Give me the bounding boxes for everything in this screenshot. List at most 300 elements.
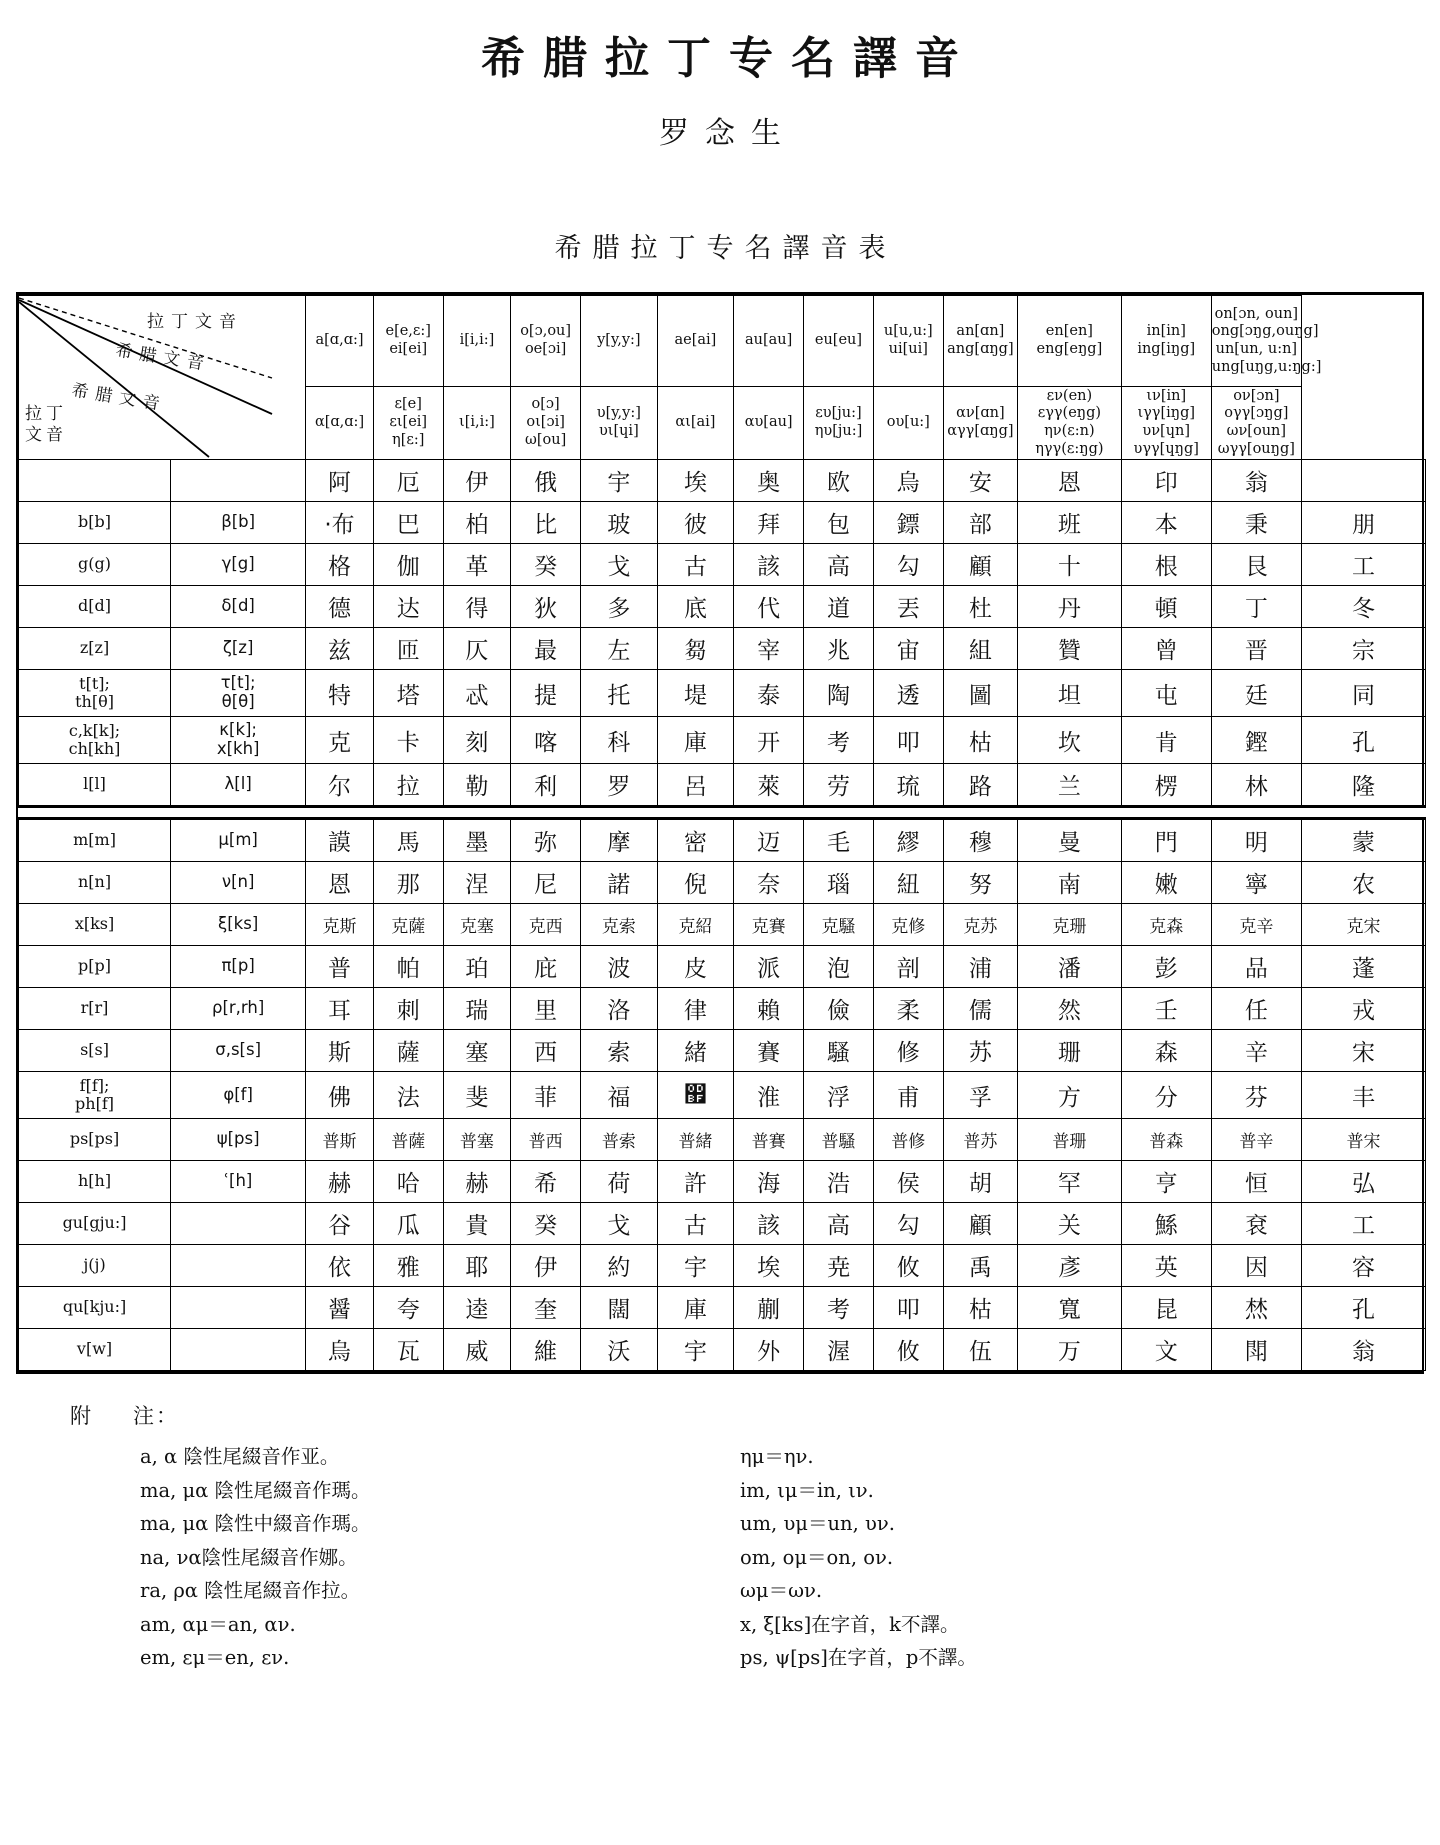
- header-greek-12: ον[ɔn] ογγ[ɔŋg] ων[oun] ωγγ[ouŋg]: [1211, 387, 1301, 460]
- table-cell: 蒯: [734, 1287, 804, 1329]
- table-cell: 科: [581, 717, 658, 764]
- table-cell: 雅: [373, 1245, 443, 1287]
- header-latin-1: e[e,ɛ:] ei[ei]: [373, 296, 443, 387]
- table-row: [19, 862, 1426, 904]
- table-cell: 克塞: [443, 904, 511, 946]
- table-cell: 貴: [443, 1203, 511, 1245]
- table-cell: 彥: [1018, 1245, 1122, 1287]
- table-cell: 欧: [804, 460, 874, 502]
- table-cell: 寧: [1211, 862, 1301, 904]
- table-cell: 烏: [873, 460, 943, 502]
- row-label-greek: τ[t]; θ[θ]: [171, 670, 306, 717]
- table-cell: 克珊: [1018, 904, 1122, 946]
- table-cell: 森: [1121, 1030, 1211, 1072]
- table-cell: 騷: [804, 1030, 874, 1072]
- table-cell: 堤: [657, 670, 734, 717]
- table-cell: 耶: [443, 1245, 511, 1287]
- table-cell: 古: [657, 1203, 734, 1245]
- table-cell: 希: [511, 1161, 581, 1203]
- table-cell: 特: [306, 670, 374, 717]
- table-cell: 侯: [873, 1161, 943, 1203]
- table-cell: 廷: [1211, 670, 1301, 717]
- table-cell: 胡: [943, 1161, 1017, 1203]
- footnote-item: ps, ψ[ps]在字首，p不譯。: [740, 1646, 977, 1670]
- table-cell: 琉: [873, 764, 943, 807]
- header-latin-0: a[ɑ,ɑ:]: [306, 296, 374, 387]
- table-cell: 克紹: [657, 904, 734, 946]
- table-cell: 普修: [873, 1119, 943, 1161]
- header-greek-7: ευ[ju:] ηυ[ju:]: [804, 387, 874, 460]
- table-cell: 革: [443, 544, 511, 586]
- table-cell: 利: [511, 764, 581, 807]
- table-cell: 普西: [511, 1119, 581, 1161]
- table-cell: 万: [1018, 1329, 1122, 1371]
- row-label-greek: ρ[r,rh]: [171, 988, 306, 1030]
- table-cell: 醤: [306, 1287, 374, 1329]
- table-cell: 闊: [581, 1287, 658, 1329]
- table-row: [19, 819, 1426, 862]
- table-cell: 密: [657, 819, 734, 862]
- table-cell: 繆: [873, 819, 943, 862]
- table-row: [19, 764, 1426, 807]
- table-cell: 巴: [373, 502, 443, 544]
- table-cell: 哈: [373, 1161, 443, 1203]
- row-label-latin: ps[ps]: [19, 1119, 171, 1161]
- row-label-greek: κ[k]; x[kh]: [171, 717, 306, 764]
- table-row: [19, 670, 1426, 717]
- table-cell: 谷: [306, 1203, 374, 1245]
- table-cell: 皮: [657, 946, 734, 988]
- table-cell: 墨: [443, 819, 511, 862]
- table-cell: 伽: [373, 544, 443, 586]
- table-cell: 馬: [373, 819, 443, 862]
- corner-header-cell: [19, 296, 306, 460]
- table-cell: 攸: [873, 1329, 943, 1371]
- table-cell: 宙: [873, 628, 943, 670]
- header-latin-9: an[ɑn] ang[ɑŋg]: [943, 296, 1017, 387]
- table-cell: 拜: [734, 502, 804, 544]
- table-cell: 塞: [443, 1030, 511, 1072]
- row-label-greek: π[p]: [171, 946, 306, 988]
- table-cell: 刻: [443, 717, 511, 764]
- table-cell: 路: [943, 764, 1017, 807]
- table-cell: 恩: [1018, 460, 1122, 502]
- footnote-item: ημ＝ην.: [740, 1445, 814, 1468]
- table-cell: 丟: [873, 586, 943, 628]
- table-cell: 摩: [581, 819, 658, 862]
- table-cell: 蒙: [1301, 819, 1425, 862]
- table-cell: 彭: [1121, 946, 1211, 988]
- table-cell: 埃: [734, 1245, 804, 1287]
- table-cell: 狄: [511, 586, 581, 628]
- table-cell: 然: [1018, 988, 1122, 1030]
- table-cell: 緒: [657, 1030, 734, 1072]
- row-label-latin: [19, 460, 171, 502]
- table-cell: 呂: [657, 764, 734, 807]
- table-cell: 坎: [1018, 717, 1122, 764]
- table-cell: 戈: [581, 1203, 658, 1245]
- table-cell: 瓦: [373, 1329, 443, 1371]
- row-label-greek: [171, 1329, 306, 1371]
- footnote-item: ma, μα 陰性尾綴音作瑪。: [140, 1478, 371, 1502]
- table-cell: 高: [804, 544, 874, 586]
- table-cell: 波: [581, 946, 658, 988]
- table-row: [19, 460, 1426, 502]
- table-cell: 昆: [1121, 1287, 1211, 1329]
- table-cell: 威: [443, 1329, 511, 1371]
- row-label-latin: c,k[k]; ch[kh]: [19, 717, 171, 764]
- table-cell: 尼: [511, 862, 581, 904]
- table-cell: 亨: [1121, 1161, 1211, 1203]
- table-row: [19, 628, 1426, 670]
- table-cell: 顧: [943, 1203, 1017, 1245]
- table-cell: 工: [1301, 1203, 1425, 1245]
- header-greek-8: ου[u:]: [873, 387, 943, 460]
- footnote-item: x, ξ[ks]在字首，k不譯。: [740, 1612, 960, 1636]
- table-cell: 弘: [1301, 1161, 1425, 1203]
- table-cell: 奈: [734, 862, 804, 904]
- table-cell: 該: [734, 1203, 804, 1245]
- table-cell: 晋: [1211, 628, 1301, 670]
- table-cell: 达: [373, 586, 443, 628]
- row-label-latin: f[f]; ph[f]: [19, 1072, 171, 1119]
- table-cell: 渥: [804, 1329, 874, 1371]
- table-cell: 修: [873, 1030, 943, 1072]
- table-cell: 瑙: [804, 862, 874, 904]
- row-label-greek: [171, 1245, 306, 1287]
- table-cell: 仄: [443, 628, 511, 670]
- header-row-latin: [19, 296, 1426, 387]
- row-label-greek: [171, 460, 306, 502]
- table-cell: 肯: [1121, 717, 1211, 764]
- row-label-greek: ξ[ks]: [171, 904, 306, 946]
- table-cell: 包: [804, 502, 874, 544]
- table-cell: 方: [1018, 1072, 1122, 1119]
- footnote-item: im, ιμ＝in, ιν.: [740, 1478, 874, 1502]
- table-cell: 彼: [657, 502, 734, 544]
- row-label-greek: γ[g]: [171, 544, 306, 586]
- row-label-latin: b[b]: [19, 502, 171, 544]
- table-cell: 克修: [873, 904, 943, 946]
- table-cell: 里: [511, 988, 581, 1030]
- table-cell: 朋: [1301, 502, 1425, 544]
- row-label-latin: qu[kju:]: [19, 1287, 171, 1329]
- table-cell: 宋: [1301, 1030, 1425, 1072]
- table-row: [19, 1072, 1426, 1119]
- table-cell: 諾: [581, 862, 658, 904]
- table-cell: 班: [1018, 502, 1122, 544]
- footnotes-section: [0, 1400, 1440, 1675]
- table-row: [19, 544, 1426, 586]
- table-cell: 本: [1121, 502, 1211, 544]
- table-cell: 陶: [804, 670, 874, 717]
- table-cell: 紐: [873, 862, 943, 904]
- table-cell: 奥: [734, 460, 804, 502]
- table-cell: 浩: [804, 1161, 874, 1203]
- table-cell: 芻: [657, 628, 734, 670]
- row-label-latin: v[w]: [19, 1329, 171, 1371]
- table-cell: 勒: [443, 764, 511, 807]
- footnote-item: ma, μα 陰性中綴音作瑪。: [140, 1512, 371, 1536]
- table-cell: 克宋: [1301, 904, 1425, 946]
- table-cell: 部: [943, 502, 1017, 544]
- table-cell: 恒: [1211, 1161, 1301, 1203]
- corner-label-greek-low: 希腊文音: [70, 380, 169, 416]
- table-cell: 丰: [1301, 1072, 1425, 1119]
- table-cell: 庫: [657, 1287, 734, 1329]
- table-cell: 門: [1121, 819, 1211, 862]
- footnote-item: a, α 陰性尾綴音作亚。: [140, 1445, 340, 1468]
- table-cell: 宇: [581, 460, 658, 502]
- table-cell: 同: [1301, 670, 1425, 717]
- table-row: [19, 988, 1426, 1030]
- table-cell: 泡: [804, 946, 874, 988]
- table-cell: 容: [1301, 1245, 1425, 1287]
- table-cell: 普騷: [804, 1119, 874, 1161]
- table-cell: 得: [443, 586, 511, 628]
- table-cell: 律: [657, 988, 734, 1030]
- transliteration-table: [18, 295, 1426, 1371]
- table-cell: 叩: [873, 1287, 943, 1329]
- header-latin-7: eu[eu]: [804, 296, 874, 387]
- table-cell: 組: [943, 628, 1017, 670]
- table-cell: 工: [1301, 544, 1425, 586]
- table-cell: 赫: [443, 1161, 511, 1203]
- table-cell: 俄: [511, 460, 581, 502]
- header-latin-3: o[ɔ,ou] oe[ɔi]: [511, 296, 581, 387]
- row-label-greek: μ[m]: [171, 819, 306, 862]
- table-cell: 迈: [734, 819, 804, 862]
- table-cell: 珊: [1018, 1030, 1122, 1072]
- table-cell: 普薩: [373, 1119, 443, 1161]
- table-cell: 十: [1018, 544, 1122, 586]
- header-greek-6: αυ[au]: [734, 387, 804, 460]
- table-cell: 普塞: [443, 1119, 511, 1161]
- row-label-greek: σ,s[s]: [171, 1030, 306, 1072]
- table-cell: 菲: [511, 1072, 581, 1119]
- row-label-latin: g(g): [19, 544, 171, 586]
- table-cell: 厄: [373, 460, 443, 502]
- header-latin-4: y[y,y:]: [581, 296, 658, 387]
- table-cell: [1301, 460, 1425, 502]
- table-cell: 忒: [443, 670, 511, 717]
- table-cell: 喀: [511, 717, 581, 764]
- table-cell: 玻: [581, 502, 658, 544]
- header-greek-10: εν(en) εγγ(eŋg) ην(ε:n) ηγγ(ε:ŋg): [1018, 387, 1122, 460]
- table-cell: 外: [734, 1329, 804, 1371]
- table-cell: 福: [581, 1072, 658, 1119]
- table-cell: 儒: [943, 988, 1017, 1030]
- table-cell: 卡: [373, 717, 443, 764]
- table-cell: 帕: [373, 946, 443, 988]
- table-cell: 弥: [511, 819, 581, 862]
- table-cell: 賴: [734, 988, 804, 1030]
- table-cell: 戎: [1301, 988, 1425, 1030]
- table-cell: 約: [581, 1245, 658, 1287]
- table-cell: 比: [511, 502, 581, 544]
- table-cell: 穆: [943, 819, 1017, 862]
- table-cell: 根: [1121, 544, 1211, 586]
- table-cell: 拉: [373, 764, 443, 807]
- table-cell: 荷: [581, 1161, 658, 1203]
- table-cell: 普森: [1121, 1119, 1211, 1161]
- table-row: [19, 1329, 1426, 1371]
- table-cell: 托: [581, 670, 658, 717]
- table-cell: 丹: [1018, 586, 1122, 628]
- table-cell: 多: [581, 586, 658, 628]
- table-row: [19, 946, 1426, 988]
- footnotes-heading-2: 注：: [133, 1404, 179, 1428]
- table-cell: 辛: [1211, 1030, 1301, 1072]
- table-cell: 甫: [873, 1072, 943, 1119]
- table-cell: 克騷: [804, 904, 874, 946]
- table-cell: 泰: [734, 670, 804, 717]
- table-cell: 兆: [804, 628, 874, 670]
- footnote-item: om, ομ＝on, ον.: [740, 1545, 894, 1569]
- row-label-latin: n[n]: [19, 862, 171, 904]
- table-cell: 古: [657, 544, 734, 586]
- table-cell: 戈: [581, 544, 658, 586]
- table-cell: 考: [804, 717, 874, 764]
- table-cell: 萊: [734, 764, 804, 807]
- table-cell: 安: [943, 460, 1017, 502]
- header-greek-5: αι[ai]: [657, 387, 734, 460]
- table-cell: 法: [373, 1072, 443, 1119]
- transliteration-table-wrapper: [16, 292, 1424, 1374]
- table-cell: 普珊: [1018, 1119, 1122, 1161]
- table-cell: 謨: [306, 819, 374, 862]
- table-cell: 毛: [804, 819, 874, 862]
- table-cell: 淮: [734, 1072, 804, 1119]
- table-cell: 兹: [306, 628, 374, 670]
- table-cell: 艮: [1211, 544, 1301, 586]
- table-cell: 普索: [581, 1119, 658, 1161]
- table-cell: 冬: [1301, 586, 1425, 628]
- table-cell: 洛: [581, 988, 658, 1030]
- table-cell: 普賽: [734, 1119, 804, 1161]
- table-cell: 寬: [1018, 1287, 1122, 1329]
- table-cell: 索: [581, 1030, 658, 1072]
- table-cell: 頓: [1121, 586, 1211, 628]
- table-cell: 叩: [873, 717, 943, 764]
- corner-label-latin-top: 拉丁文音: [147, 312, 243, 332]
- table-cell: 苏: [943, 1030, 1017, 1072]
- table-cell: 蓬: [1301, 946, 1425, 988]
- row-label-greek: δ[d]: [171, 586, 306, 628]
- footnote-item: um, υμ＝un, υν.: [740, 1512, 895, 1536]
- header-latin-10: en[en] eng[eŋg]: [1018, 296, 1122, 387]
- table-row: [19, 904, 1426, 946]
- table-cell: 倪: [657, 862, 734, 904]
- table-cell: 考: [804, 1287, 874, 1329]
- row-label-greek: ζ[z]: [171, 628, 306, 670]
- table-cell: 普斯: [306, 1119, 374, 1161]
- table-cell: 佛: [306, 1072, 374, 1119]
- table-cell: 依: [306, 1245, 374, 1287]
- section-separator: [19, 807, 1426, 819]
- table-cell: 刺: [373, 988, 443, 1030]
- table-cell: 袞: [1211, 1203, 1301, 1245]
- table-cell: 品: [1211, 946, 1301, 988]
- row-label-greek: β[b]: [171, 502, 306, 544]
- table-cell: 西: [511, 1030, 581, 1072]
- table-cell: 該: [734, 544, 804, 586]
- table-cell: 沃: [581, 1329, 658, 1371]
- table-cell: 南: [1018, 862, 1122, 904]
- table-cell: 鏢: [873, 502, 943, 544]
- table-cell: 柔: [873, 988, 943, 1030]
- table-cell: 克: [306, 717, 374, 764]
- header-greek-2: ι[i,i:]: [443, 387, 511, 460]
- footnote-item: am, αμ＝an, αν.: [140, 1612, 296, 1636]
- table-cell: 庇: [511, 946, 581, 988]
- table-cell: 翁: [1301, 1329, 1425, 1371]
- table-cell: 逵: [443, 1287, 511, 1329]
- table-cell: 孔: [1301, 717, 1425, 764]
- table-cell: 丁: [1211, 586, 1301, 628]
- table-cell: 孔: [1301, 1287, 1425, 1329]
- table-cell: 因: [1211, 1245, 1301, 1287]
- row-label-latin: r[r]: [19, 988, 171, 1030]
- footnotes-column-right: [740, 1440, 1300, 1675]
- table-cell: 賽: [734, 1030, 804, 1072]
- row-label-latin: d[d]: [19, 586, 171, 628]
- table-cell: 贊: [1018, 628, 1122, 670]
- table-cell: 塔: [373, 670, 443, 717]
- footnotes-heading: [70, 1400, 1440, 1430]
- table-cell: 海: [734, 1161, 804, 1203]
- table-row: [19, 1161, 1426, 1203]
- table-cell: 嫩: [1121, 862, 1211, 904]
- table-cell: 关: [1018, 1203, 1122, 1245]
- header-greek-3: ο[ɔ] οι[ɔi] ω[ou]: [511, 387, 581, 460]
- page-title: 希腊拉丁专名譯音: [481, 33, 977, 84]
- table-cell: 提: [511, 670, 581, 717]
- table-cell: 曼: [1018, 819, 1122, 862]
- header-greek-1: ε[e] ει[ei] η[ε:]: [373, 387, 443, 460]
- table-cell: 鏗: [1211, 717, 1301, 764]
- table-cell: 壬: [1121, 988, 1211, 1030]
- table-cell: 印: [1121, 460, 1211, 502]
- table-cell: 烏: [306, 1329, 374, 1371]
- header-greek-4: υ[y,y:] υι[ɥi]: [581, 387, 658, 460]
- table-cell: 罕: [1018, 1161, 1122, 1203]
- table-cell: 伊: [511, 1245, 581, 1287]
- table-cell: 禹: [943, 1245, 1017, 1287]
- table-cell: 开: [734, 717, 804, 764]
- table-cell: 許: [657, 1161, 734, 1203]
- table-cell: 林: [1211, 764, 1301, 807]
- table-cell: 分: [1121, 1072, 1211, 1119]
- table-cell: 埃: [657, 460, 734, 502]
- table-cell: 宇: [657, 1245, 734, 1287]
- row-label-latin: h[h]: [19, 1161, 171, 1203]
- table-row: [19, 1287, 1426, 1329]
- table-cell: 尔: [306, 764, 374, 807]
- table-cell: 奎: [511, 1287, 581, 1329]
- footnote-item: ra, ρα 陰性尾綴音作拉。: [140, 1579, 361, 1603]
- table-cell: 坦: [1018, 670, 1122, 717]
- row-label-latin: x[ks]: [19, 904, 171, 946]
- table-cell: 普宋: [1301, 1119, 1425, 1161]
- table-cell: 宰: [734, 628, 804, 670]
- table-cell: 劳: [804, 764, 874, 807]
- table-cell: 翁: [1211, 460, 1301, 502]
- table-cell: 斐: [443, 1072, 511, 1119]
- table-cell: 圖: [943, 670, 1017, 717]
- table-cell: 透: [873, 670, 943, 717]
- table-cell: 鯀: [1121, 1203, 1211, 1245]
